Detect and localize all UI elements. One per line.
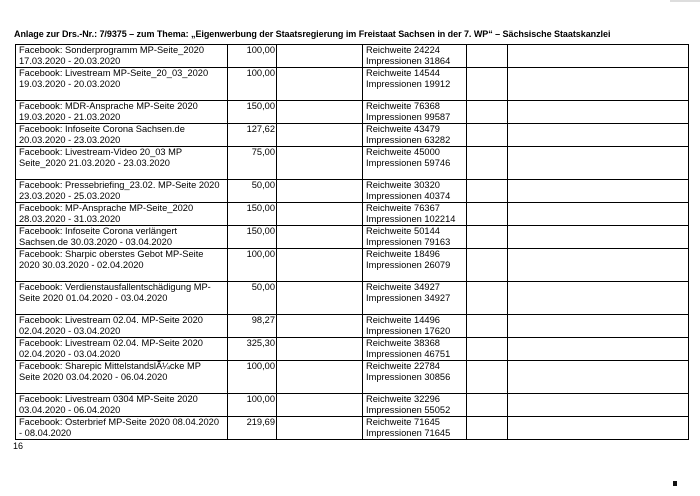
cell-metrics <box>363 147 467 180</box>
cell-metrics <box>363 315 467 338</box>
impressions-value: Impressionen 99587 <box>366 112 451 122</box>
cell-description: Facebook: MP-Ansprache MP-Seite_2020 28.03.2020 - 31.03.2020 <box>16 203 228 226</box>
cell-empty <box>508 361 689 394</box>
page-number: 16 <box>13 441 24 451</box>
cell-metrics <box>363 124 467 147</box>
impressions-value: Impressionen 59746 <box>366 158 451 168</box>
cell-empty <box>467 101 508 124</box>
impressions-value: Impressionen 55052 <box>366 405 451 415</box>
impressions-value: Impressionen 30856 <box>366 372 451 382</box>
cell-empty <box>508 68 689 101</box>
impressions-value: Impressionen 31864 <box>366 56 451 66</box>
cell-empty <box>467 180 508 203</box>
reach-value: Reichweite 14544 <box>366 68 440 78</box>
cell-empty <box>467 124 508 147</box>
cell-amount: 100,00 <box>228 394 277 417</box>
corner-mark <box>673 481 677 486</box>
impressions-value: Impressionen 17620 <box>366 326 451 336</box>
scan-edge-mark <box>670 0 700 2</box>
reach-value: Reichweite 76368 <box>366 101 440 111</box>
cell-empty <box>508 203 689 226</box>
impressions-value: Impressionen 26079 <box>366 260 451 270</box>
cell-empty <box>508 417 689 440</box>
reach-value: Reichweite 18496 <box>366 249 440 259</box>
cell-description: Facebook: Pressebriefing_23.02. MP-Seite 2020 23.03.2020 - 25.03.2020 <box>16 180 228 203</box>
cell-empty <box>467 315 508 338</box>
cell-empty <box>508 45 689 68</box>
cell-empty <box>508 147 689 180</box>
table-row <box>16 249 689 282</box>
cell-empty <box>467 68 508 101</box>
impressions-value: Impressionen 46751 <box>366 349 451 359</box>
impressions-value: Impressionen 79163 <box>366 237 451 247</box>
cell-amount: 219,69 <box>228 417 277 440</box>
reach-value: Reichweite 45000 <box>366 147 440 157</box>
cell-empty <box>467 249 508 282</box>
cell-empty <box>467 45 508 68</box>
cell-empty <box>277 361 363 394</box>
cell-empty <box>467 147 508 180</box>
cell-empty <box>508 338 689 361</box>
cell-metrics <box>363 361 467 394</box>
cell-description: Facebook: Sharpic oberstes Gebot MP-Seite 2020 30.03.2020 - 02.04.2020 <box>16 249 228 282</box>
cell-description: Facebook: Sonderprogramm MP-Seite_2020 17.03.2020 - 20.03.2020 <box>16 45 228 68</box>
reach-value: Reichweite 22784 <box>366 361 440 371</box>
cell-description: Facebook: MDR-Ansprache MP-Seite 2020 19.03.2020 - 21.03.2020 <box>16 101 228 124</box>
reach-value: Reichweite 38368 <box>366 338 440 348</box>
cell-description: Facebook: Infoseite Corona Sachsen.de 20.03.2020 - 23.03.2020 <box>16 124 228 147</box>
cell-empty <box>467 361 508 394</box>
cell-empty <box>277 101 363 124</box>
cell-empty <box>508 101 689 124</box>
table-row <box>16 124 689 147</box>
cell-empty <box>277 124 363 147</box>
reach-value: Reichweite 76367 <box>366 203 440 213</box>
cell-amount: 50,00 <box>228 282 277 315</box>
cell-empty <box>277 282 363 315</box>
reach-value: Reichweite 14496 <box>366 315 440 325</box>
cell-description: Facebook: Sharepic MittelstandslÃ¼cke MP Seite 2020 03.04.2020 - 06.04.2020 <box>16 361 228 394</box>
cell-description: Facebook: Livestream 0304 MP-Seite 2020 03.04.2020 - 06.04.2020 <box>16 394 228 417</box>
table-row <box>16 45 689 68</box>
cell-amount: 150,00 <box>228 226 277 249</box>
table-row <box>16 68 689 101</box>
cell-empty <box>277 68 363 101</box>
cell-metrics <box>363 226 467 249</box>
cell-amount: 325,30 <box>228 338 277 361</box>
cell-amount: 98,27 <box>228 315 277 338</box>
cell-amount: 127,62 <box>228 124 277 147</box>
cell-amount: 150,00 <box>228 203 277 226</box>
table-body <box>16 45 689 440</box>
cell-empty <box>467 226 508 249</box>
impressions-value: Impressionen 40374 <box>366 191 451 201</box>
cell-empty <box>467 394 508 417</box>
impressions-value: Impressionen 63282 <box>366 135 451 145</box>
advertising-table <box>15 44 689 440</box>
cell-empty <box>277 315 363 338</box>
cell-empty <box>467 417 508 440</box>
cell-metrics <box>363 249 467 282</box>
cell-amount: 150,00 <box>228 101 277 124</box>
reach-value: Reichweite 30320 <box>366 180 440 190</box>
impressions-value: Impressionen 102214 <box>366 214 456 224</box>
table-row <box>16 180 689 203</box>
cell-metrics <box>363 45 467 68</box>
cell-amount: 75,00 <box>228 147 277 180</box>
cell-empty <box>277 203 363 226</box>
cell-amount: 100,00 <box>228 249 277 282</box>
cell-empty <box>508 226 689 249</box>
reach-value: Reichweite 34927 <box>366 282 440 292</box>
table-row <box>16 203 689 226</box>
impressions-value: Impressionen 34927 <box>366 293 451 303</box>
table-row <box>16 417 689 440</box>
cell-empty <box>467 338 508 361</box>
table-row <box>16 226 689 249</box>
reach-value: Reichweite 24224 <box>366 45 440 55</box>
cell-metrics <box>363 338 467 361</box>
page-header: Anlage zur Drs.-Nr.: 7/9375 – zum Thema: „Eigenwerbung der Staatsregierung im Freistaat Sachsen in der 7. WP“ – Sächsische Staatskanzlei <box>14 29 611 39</box>
cell-description: Facebook: Infoseite Corona verlängert Sachsen.de 30.03.2020 - 03.04.2020 <box>16 226 228 249</box>
cell-empty <box>508 180 689 203</box>
cell-empty <box>277 338 363 361</box>
cell-description: Facebook: Livestream 02.04. MP-Seite 2020 02.04.2020 - 03.04.2020 <box>16 338 228 361</box>
cell-metrics <box>363 68 467 101</box>
cell-amount: 100,00 <box>228 68 277 101</box>
cell-empty <box>508 282 689 315</box>
cell-amount: 100,00 <box>228 361 277 394</box>
cell-empty <box>277 45 363 68</box>
cell-description: Facebook: Livestream MP-Seite_20_03_2020 19.03.2020 - 20.03.2020 <box>16 68 228 101</box>
table-row <box>16 315 689 338</box>
cell-empty <box>277 180 363 203</box>
table-row <box>16 394 689 417</box>
reach-value: Reichweite 50144 <box>366 226 440 236</box>
cell-description: Facebook: Osterbrief MP-Seite 2020 08.04.2020 - 08.04.2020 <box>16 417 228 440</box>
cell-metrics <box>363 180 467 203</box>
table-row <box>16 338 689 361</box>
cell-description: Facebook: Verdienstausfallentschädigung MP-Seite 2020 01.04.2020 - 03.04.2020 <box>16 282 228 315</box>
cell-empty <box>277 249 363 282</box>
table-row <box>16 282 689 315</box>
cell-empty <box>508 249 689 282</box>
reach-value: Reichweite 43479 <box>366 124 440 134</box>
cell-empty <box>277 226 363 249</box>
cell-empty <box>467 282 508 315</box>
cell-description: Facebook: Livestream-Video 20_03 MP Seite_2020 21.03.2020 - 23.03.2020 <box>16 147 228 180</box>
cell-empty <box>277 394 363 417</box>
cell-metrics <box>363 417 467 440</box>
cell-metrics <box>363 101 467 124</box>
reach-value: Reichweite 32296 <box>366 394 440 404</box>
table-row <box>16 147 689 180</box>
table-row <box>16 361 689 394</box>
cell-empty <box>277 147 363 180</box>
table-row <box>16 101 689 124</box>
cell-empty <box>508 315 689 338</box>
impressions-value: Impressionen 71645 <box>366 428 451 438</box>
cell-amount: 50,00 <box>228 180 277 203</box>
cell-empty <box>508 394 689 417</box>
cell-empty <box>277 417 363 440</box>
cell-metrics <box>363 282 467 315</box>
cell-description: Facebook: Livestream 02.04. MP-Seite 2020 02.04.2020 - 03.04.2020 <box>16 315 228 338</box>
cell-metrics <box>363 394 467 417</box>
reach-value: Reichweite 71645 <box>366 417 440 427</box>
cell-empty <box>467 203 508 226</box>
impressions-value: Impressionen 19912 <box>366 79 451 89</box>
cell-empty <box>508 124 689 147</box>
cell-metrics <box>363 203 467 226</box>
cell-amount: 100,00 <box>228 45 277 68</box>
